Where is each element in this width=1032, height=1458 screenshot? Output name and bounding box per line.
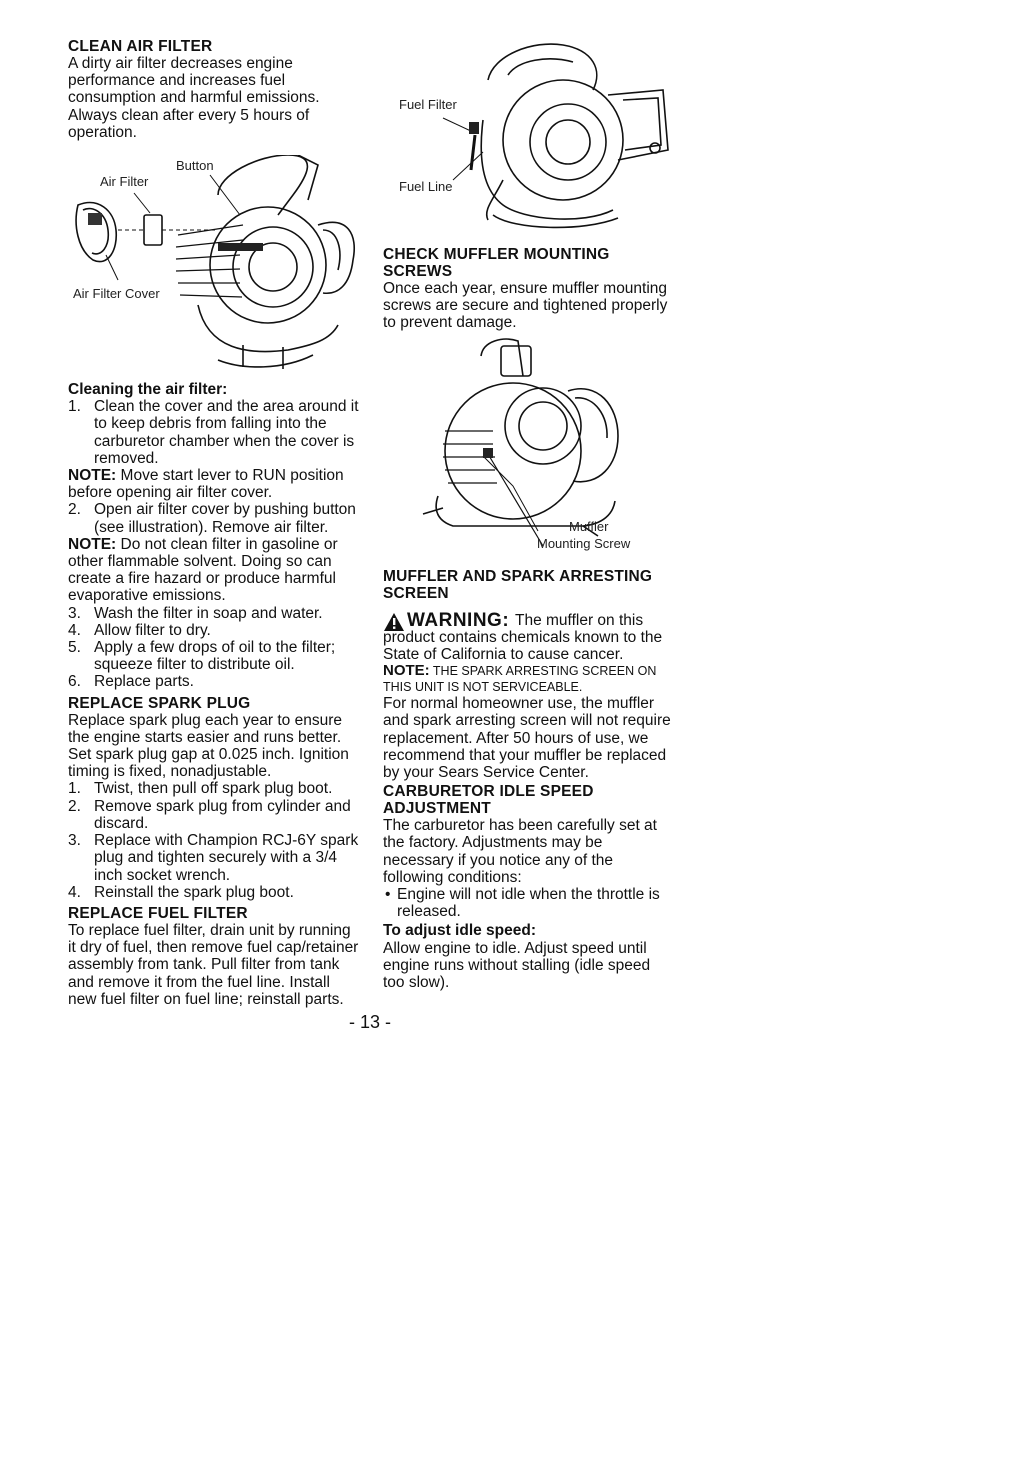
fuel-filter-callout: Fuel Filter [399, 97, 457, 112]
cleaning-steps-b [68, 501, 360, 535]
warning-label: WARNING: [407, 609, 510, 631]
list-item: 3. Wash the filter in soap and water. [68, 604, 323, 622]
fuel-filter-figure [383, 40, 675, 232]
left-column [68, 38, 360, 1008]
list-item: 6. Replace parts. [68, 673, 194, 691]
note-start-lever: NOTE: Move start lever to RUN position before opening air filter cover. [68, 467, 344, 502]
muffler-illustration [383, 336, 675, 558]
air-filter-figure [68, 155, 360, 377]
cleaning-steps-a [68, 398, 360, 467]
list-item: 3. Replace with Champion RCJ-6Y spark plug and tighten securely with a 3/4 inch socket wrench. [68, 832, 359, 884]
spark-screen-body: For normal homeowner use, the muffler and spark arresting screen will not require replacement. After 50 hours of use, we recommend that your muffler be replaced by your Sears Service Center. [383, 695, 671, 782]
spark-screen-note: NOTE: THE SPARK ARRESTING SCREEN ON THIS UNIT IS NOT SERVICEABLE. [383, 662, 657, 695]
list-item: 4. Reinstall the spark plug boot. [68, 883, 294, 901]
warning-text: The muffler on this product contains chemicals known to the State of California to cause cancer. [383, 611, 663, 664]
carburetor-heading: CARBURETOR IDLE SPEED ADJUSTMENT [383, 783, 594, 818]
fuel-line-callout: Fuel Line [399, 179, 453, 194]
carburetor-body: The carburetor has been carefully set at the factory. Adjustments may be necessary if you notice any of the following conditions: [383, 817, 657, 886]
adjust-idle-body: Allow engine to idle. Adjust speed until engine runs without stalling (idle speed too slow). [383, 939, 651, 992]
fuel-filter-illustration [383, 40, 675, 232]
air-filter-cover-callout: Air Filter Cover [73, 286, 160, 302]
mounting-screw-callout: Mounting Screw [537, 535, 631, 551]
adjust-idle-subheading: To adjust idle speed: [383, 922, 537, 940]
list-item: 4. Allow filter to dry. [68, 621, 211, 639]
button-callout: Button [176, 158, 214, 174]
cleaning-subheading: Cleaning the air filter: [68, 381, 228, 399]
list-item: 2. Open air filter cover by pushing button (see illustration). Remove air filter. [68, 501, 356, 536]
clean-air-filter-body: A dirty air filter decreases engine performance and increases fuel consumption and harmful emissions. Always clean after every 5 hours of operation. [68, 55, 320, 141]
check-muffler-heading: CHECK MUFFLER MOUNTING SCREWS [383, 246, 610, 280]
spark-screen-heading: MUFFLER AND SPARK ARRESTING SCREEN [383, 567, 653, 602]
muffler-callout: Muffler [569, 518, 609, 534]
clean-air-filter-heading: CLEAN AIR FILTER [68, 38, 213, 55]
muffler-figure [383, 336, 675, 558]
spark-plug-heading: REPLACE SPARK PLUG [68, 694, 251, 712]
page-number: - 13 - [348, 1012, 391, 1032]
list-item: 2. Remove spark plug from cylinder and discard. [68, 797, 351, 832]
list-item: 1. Twist, then pull off spark plug boot. [68, 780, 333, 798]
spark-plug-steps [68, 780, 360, 900]
list-item: • Engine will not idle when the throttle is released. [385, 886, 660, 921]
fuel-filter-heading: REPLACE FUEL FILTER [68, 904, 248, 922]
note-solvent: NOTE: Do not clean filter in gasoline or other flammable solvent. Doing so can create a fire hazard or produce harmful evaporative emissions. [68, 535, 338, 605]
list-item: 5. Apply a few drops of oil to the filter; squeeze filter to distribute oil. [68, 639, 336, 674]
list-item: 1. Clean the cover and the area around it to keep debris from falling into the carburetor chamber when the cover is removed. [68, 398, 359, 467]
fuel-filter-body: To replace fuel filter, drain unit by running it dry of fuel, then remove fuel cap/retainer assembly from tank. Pull filter from tank and remove it from the fuel line. Install new fuel filter on fuel line; reinstall parts. [68, 921, 359, 1008]
check-muffler-body: Once each year, ensure muffler mounting screws are secure and tightened properly to prevent damage. [383, 280, 668, 332]
cleaning-steps-c [68, 605, 360, 691]
right-column [383, 40, 675, 991]
spark-plug-body: Replace spark plug each year to ensure the engine starts easier and runs better. Set spark plug gap at 0.025 inch. Ignition timing is fixed, nonadjustable. [68, 711, 349, 781]
air-filter-callout: Air Filter [100, 174, 149, 190]
